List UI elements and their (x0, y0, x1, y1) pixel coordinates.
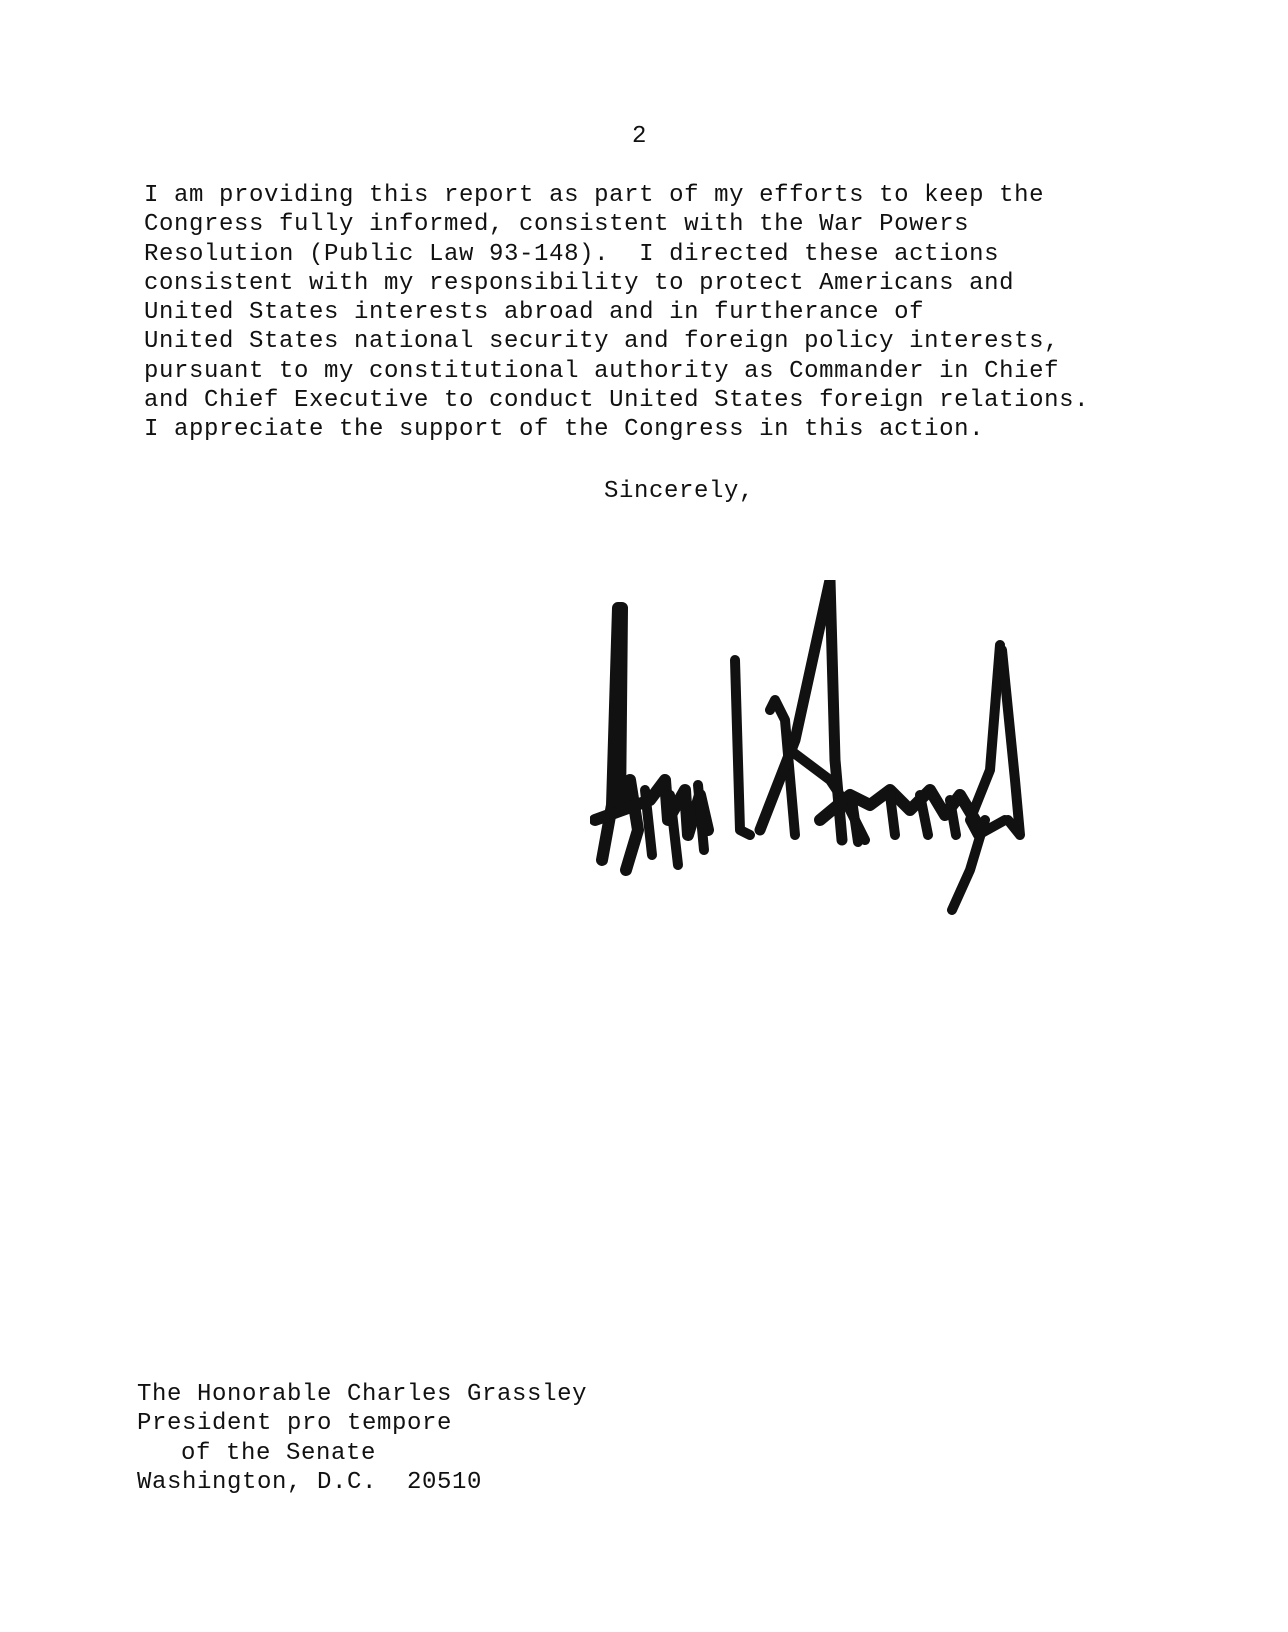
address-line: President pro tempore (137, 1410, 453, 1438)
body-line: United States interests abroad and in furtherance of (144, 299, 925, 327)
body-line: I appreciate the support of the Congress in this action. (144, 416, 985, 444)
body-line: pursuant to my constitutional authority as Commander in Chief (144, 357, 1060, 385)
address-line: of the Senate (181, 1439, 377, 1467)
address-line: The Honorable Charles Grassley (137, 1381, 588, 1408)
body-line: and Chief Executive to conduct United States foreign relations. (144, 387, 1090, 415)
address-line: Washington, D.C. 20510 (137, 1468, 483, 1496)
closing-salutation: Sincerely, (604, 478, 755, 505)
body-line: consistent with my responsibility to protect Americans and (144, 269, 1015, 297)
body-line: United States national security and foreign policy interests, (144, 328, 1060, 356)
body-line: I am providing this report as part of my efforts to keep the (144, 182, 1045, 209)
body-line: Resolution (Public Law 93-148). I directed these actions (144, 240, 1000, 268)
recipient-address (137, 1380, 587, 1497)
signature-image (590, 580, 1070, 940)
page-number: 2 (632, 123, 647, 150)
letter-body (144, 181, 1264, 445)
body-line: Congress fully informed, consistent with the War Powers (144, 211, 970, 239)
